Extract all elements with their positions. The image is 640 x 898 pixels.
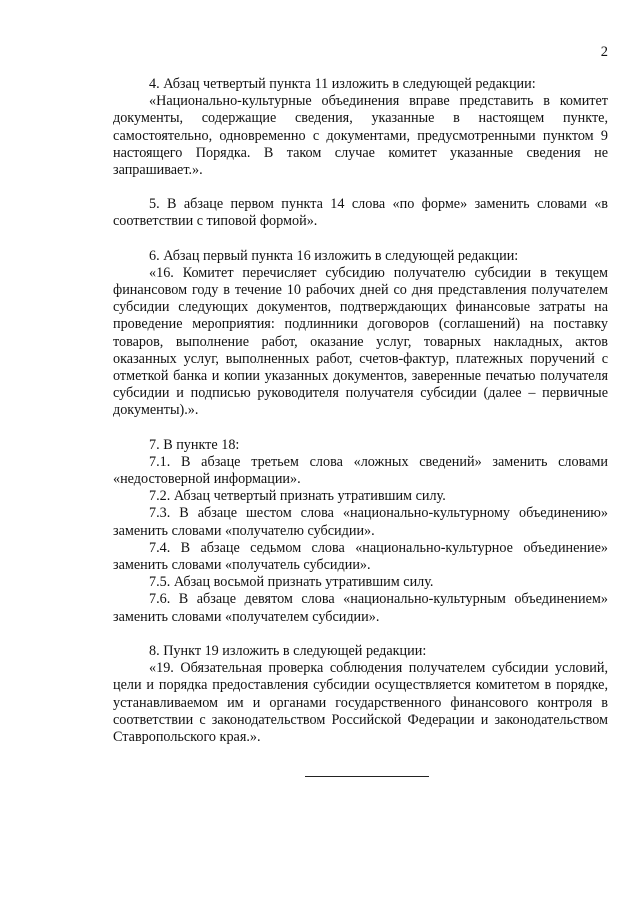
paragraph: «19. Обязательная проверка соблюдения получателем субсидии условий, цели и порядка предоставления субсидии осуществляется комитетом в порядке, устанавливаемом им и органами государственного финансового контроля в соответствии с законодательством Российской Федерации и законодательством Ставропольского края.». [113, 660, 608, 745]
paragraph: 5. В абзаце первом пункта 14 слова «по форме» заменить словами «в соответствии с типовой формой». [113, 196, 608, 230]
paragraph: «Национально-культурные объединения вправе представить в комитет документы, содержащие сведения, указанные в настоящем пункте, самостоятельно, одновременно с документами, предусмотренными пунктом 9 настоящего Порядка. В таком случае комитет указанные сведения не запрашивает.». [113, 93, 608, 179]
section-item-5 [113, 196, 608, 230]
paragraph: 7.5. Абзац восьмой признать утратившим силу. [149, 574, 434, 591]
paragraph: 7.2. Абзац четвертый признать утратившим силу. [149, 488, 446, 505]
paragraph: «16. Комитет перечисляет субсидию получателю субсидии в текущем финансовом году в течение 10 рабочих дней со дня представления получателем субсидии следующих документов, подтверждающих финансовые затраты на проведение мероприятия: подлинники договоров (соглашений) на поставку товаров, выполнение работ, оказание услуг, товарных накладных, актов оказанных услуг, выполненных работ, счетов-фактур, платежных поручений с отметкой банка и копии указанных документов, заверенные печатью получателя субсидии и подписью руководителя получателя субсидии (далее – первичные документы).». [113, 264, 608, 419]
paragraph: 7.6. В абзаце девятом слова «национально-культурным объединением» заменить словами «получателем субсидии». [113, 591, 608, 625]
section-item-4 [113, 76, 608, 179]
paragraph: 7.4. В абзаце седьмом слова «национально-культурное объединение» заменить словами «получатель субсидии». [113, 539, 608, 574]
closing-divider [305, 776, 429, 777]
paragraph: 6. Абзац первый пункта 16 изложить в следующей редакции: [149, 247, 519, 264]
paragraph: 4. Абзац четвертый пункта 11 изложить в следующей редакции: [149, 76, 536, 92]
page-number: 2 [600, 44, 608, 60]
section-item-7 [113, 437, 608, 626]
paragraph: 7.1. В абзаце третьем слова «ложных сведений» заменить словами «недостоверной информации». [113, 453, 608, 488]
section-item-6 [113, 248, 608, 420]
paragraph: 7. В пункте 18: [149, 436, 240, 453]
document-body [113, 76, 608, 746]
section-item-8 [113, 643, 608, 746]
paragraph: 7.3. В абзаце шестом слова «национально-культурному объединению» заменить словами «получателю субсидии». [113, 505, 608, 539]
paragraph: 8. Пункт 19 изложить в следующей редакции: [149, 642, 427, 659]
